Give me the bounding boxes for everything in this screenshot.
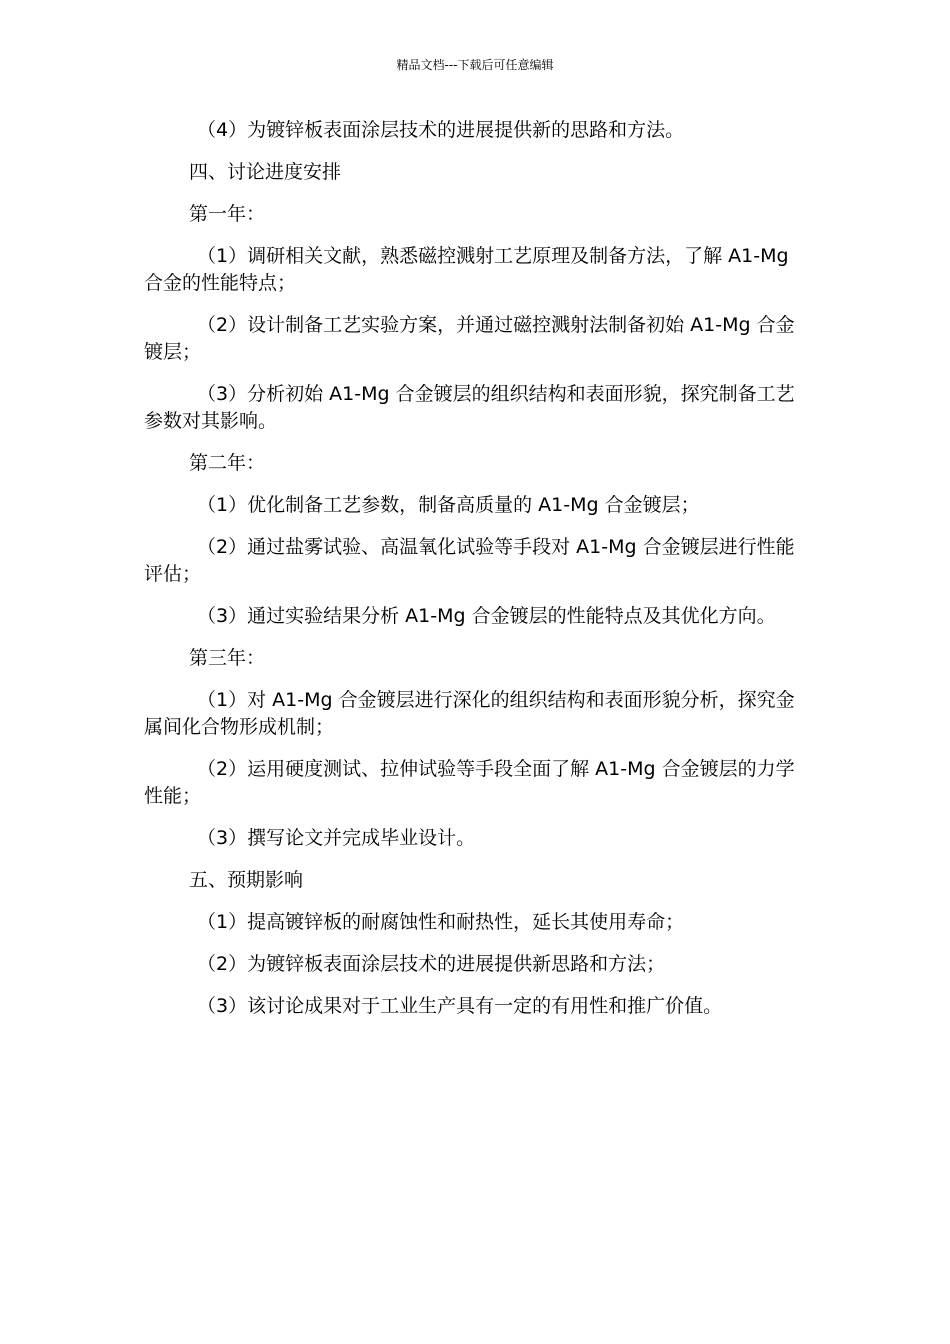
list-item: （1）调研相关文献，熟悉磁控溅射工艺原理及制备方法，了解 A1-Mg 合金的性能特点； xyxy=(144,245,789,294)
list-item: （2）通过盐雾试验、高温氧化试验等手段对 A1-Mg 合金镀层进行性能评估； xyxy=(144,536,795,585)
year-heading: 第一年： xyxy=(189,203,266,225)
document-body xyxy=(144,117,810,1035)
list-item: （2）为镀锌板表面涂层技术的进展提供新思路和方法； xyxy=(197,953,666,975)
list-item: （3）通过实验结果分析 A1-Mg 合金镀层的性能特点及其优化方向。 xyxy=(197,605,776,627)
list-item: （1）优化制备工艺参数，制备高质量的 A1-Mg 合金镀层； xyxy=(197,494,700,516)
list-item: （2）设计制备工艺实验方案，并通过磁控溅射法制备初始 A1-Mg 合金镀层； xyxy=(144,314,795,363)
list-item: （1）提高镀锌板的耐腐蚀性和耐热性，延长其使用寿命； xyxy=(197,911,685,933)
list-item: （3）该讨论成果对于工业生产具有一定的有用性和推广价值。 xyxy=(197,995,723,1017)
paragraph: （4）为镀锌板表面涂层技术的进展提供新的思路和方法。 xyxy=(197,119,685,141)
list-item: （1）对 A1-Mg 合金镀层进行深化的组织结构和表面形貌分析，探究金属间化合物形成机制； xyxy=(144,689,795,738)
year-heading: 第二年： xyxy=(189,452,266,474)
section-heading: 四、讨论进度安排 xyxy=(189,161,342,183)
list-item: （3）分析初始 A1-Mg 合金镀层的组织结构和表面形貌，探究制备工艺参数对其影响。 xyxy=(144,383,795,432)
list-item: （2）运用硬度测试、拉伸试验等手段全面了解 A1-Mg 合金镀层的力学性能； xyxy=(144,758,795,807)
list-item: （3）撰写论文并完成毕业设计。 xyxy=(197,827,476,849)
page-header: 精品文档---下载后可任意编辑 xyxy=(396,58,554,72)
section-heading: 五、预期影响 xyxy=(189,869,304,891)
year-heading: 第三年： xyxy=(189,647,266,669)
